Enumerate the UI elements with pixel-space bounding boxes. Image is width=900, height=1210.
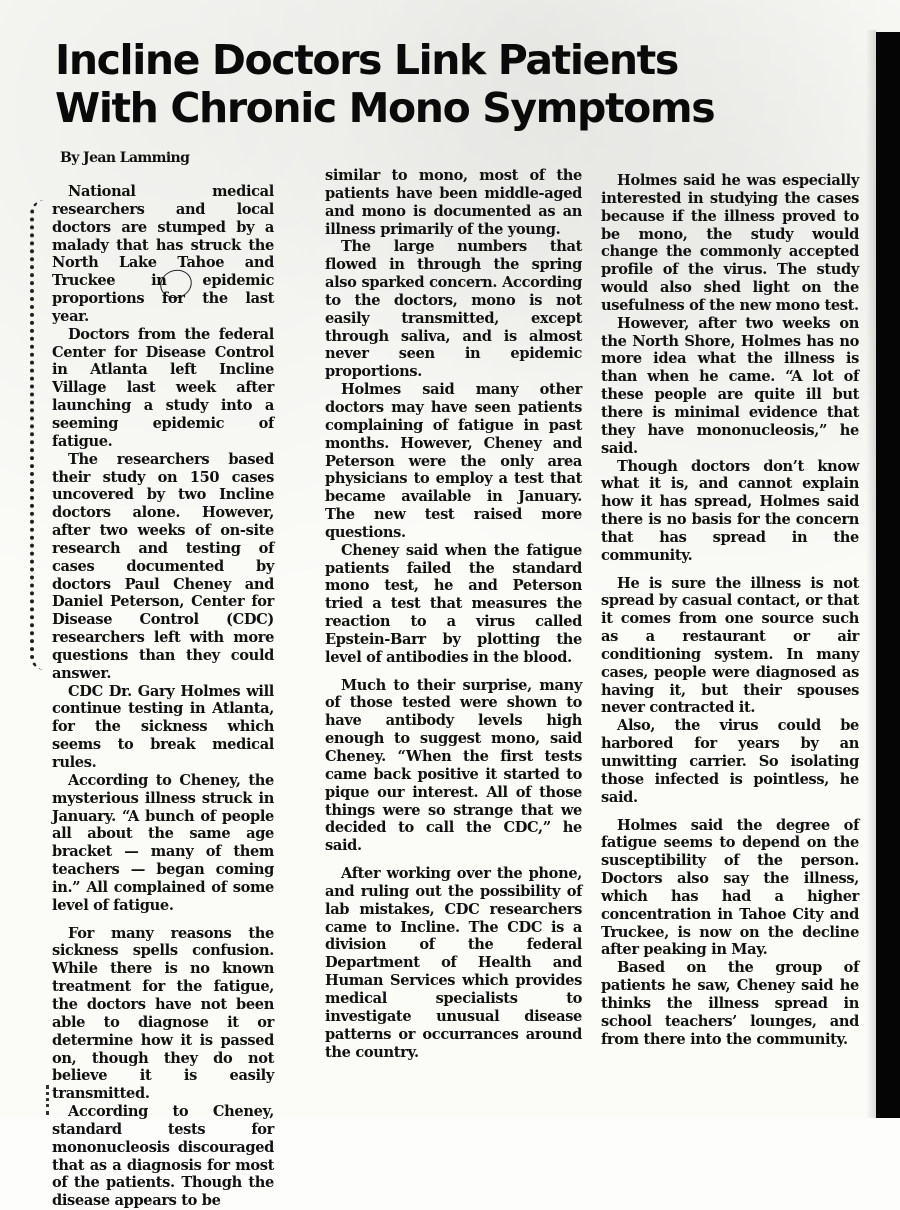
paragraph: The researchers based their study on 150 cases uncovered by two Incline doctors alone. However, after two weeks of on-site research and testing of cases documented by doctors Paul Cheney and Daniel Peterson, Center for Disease Control (CDC) researchers left with more questions than they could answer. — [52, 450, 274, 682]
article-column-3 — [601, 172, 859, 1049]
paragraph: Though doctors don’t know what it is, and cannot explain how it has spread, Holmes said there is no basis for the concern that has spread in the community. — [601, 457, 859, 564]
paragraph: According to Cheney, standard tests for mononucleosis discouraged that as a diagnosis for most of the patients. Though the disease appears to be — [52, 1103, 274, 1210]
paragraph: Holmes said he was especially interested in studying the cases because if the illness proved to be mono, the study would change the commonly accepted profile of the virus. The study would also shed light on the usefulness of the new mono test. — [601, 172, 859, 314]
headline-line-1: Incline Doctors Link Patients — [55, 36, 678, 84]
paragraph: Holmes said many other doctors may have seen patients complaining of fatigue in past months. However, Cheney and Peterson were the only area physicians to employ a test that became available in January. The new test raised more questions. — [325, 381, 582, 541]
paragraph: After working over the phone, and ruling out the possibility of lab mistakes, CDC researchers came to Incline. The CDC is a division of the federal Department of Health and Human Services which provides medical specialists to investigate unusual disease patterns or occurrances around the country. — [325, 865, 582, 1061]
paragraph: Based on the group of patients he saw, Cheney said he thinks the illness spread in school teachers’ lounges, and from there into the community. — [601, 959, 859, 1048]
paragraph: similar to mono, most of the patients have been middle-aged and mono is documented as an illness primarily of the young. — [325, 167, 582, 238]
paragraph: He is sure the illness is not spread by casual contact, or that it comes from one source such as a restaurant or air conditioning system. In many cases, people were diagnosed as having it, but their spouses never contracted it. — [601, 574, 859, 717]
article-column-2 — [325, 167, 582, 1061]
paragraph: According to Cheney, the mysterious illness struck in January. “A bunch of people all about the same age bracket — many of them teachers — began coming in.” All complained of some level of fatigue. — [52, 771, 274, 914]
paragraph: Also, the virus could be harbored for years by an unwitting carrier. So isolating those infected is pointless, he said. — [601, 717, 859, 806]
paragraph: Holmes said the degree of fatigue seems to depend on the susceptibility of the person. Doctors also say the illness, which has had a higher concentration in Tahoe City and Truckee, is now on the decline after peaking in May. — [601, 816, 859, 959]
headline — [55, 36, 775, 132]
paragraph: The large numbers that flowed in through the spring also sparked concern. According to the doctors, mono is not easily transmitted, except through saliva, and is almost never seen in epidemic proportions. — [325, 238, 582, 381]
byline: By Jean Lamming — [60, 150, 190, 166]
paragraph: National medical researchers and local doctors are stumped by a malady that has struck the North Lake Tahoe and Truckee in epidemic proportions for the last year. — [52, 183, 274, 325]
paragraph: Cheney said when the fatigue patients failed the standard mono test, he and Peterson tried a test that measures the reaction to a virus called Epstein-Barr by plotting the level of antibodies in the blood. — [325, 541, 582, 666]
paragraph: Much to their surprise, many of those tested were shown to have antibody levels high enough to suggest mono, said Cheney. “When the first tests came back positive it started to pique our interest. All of those things were so strange that we decided to call the CDC,” he said. — [325, 676, 582, 855]
paragraph: CDC Dr. Gary Holmes will continue testing in Atlanta, for the sickness which seems to break medical rules. — [52, 682, 274, 771]
paper-edge-shadow — [866, 30, 876, 1118]
paragraph: However, after two weeks on the North Shore, Holmes has no more idea what the illness is than when he came. “A lot of these people are quite ill but there is minimal evidence that they have mononucleosis,” he said. — [601, 314, 859, 457]
margin-bracket-mark — [30, 200, 46, 670]
paragraph: Doctors from the federal Center for Disease Control in Atlanta left Incline Village last week after launching a study into a seeming epidemic of fatigue. — [52, 325, 274, 450]
scan-edge-bar — [876, 32, 900, 1118]
paragraph: For many reasons the sickness spells confusion. While there is no known treatment for the fatigue, the doctors have not been able to diagnose it or determine how it is passed on, though they do not believe it is easily transmitted. — [52, 924, 274, 1103]
article-column-1 — [52, 183, 274, 1210]
headline-line-2: With Chronic Mono Symptoms — [55, 84, 715, 132]
